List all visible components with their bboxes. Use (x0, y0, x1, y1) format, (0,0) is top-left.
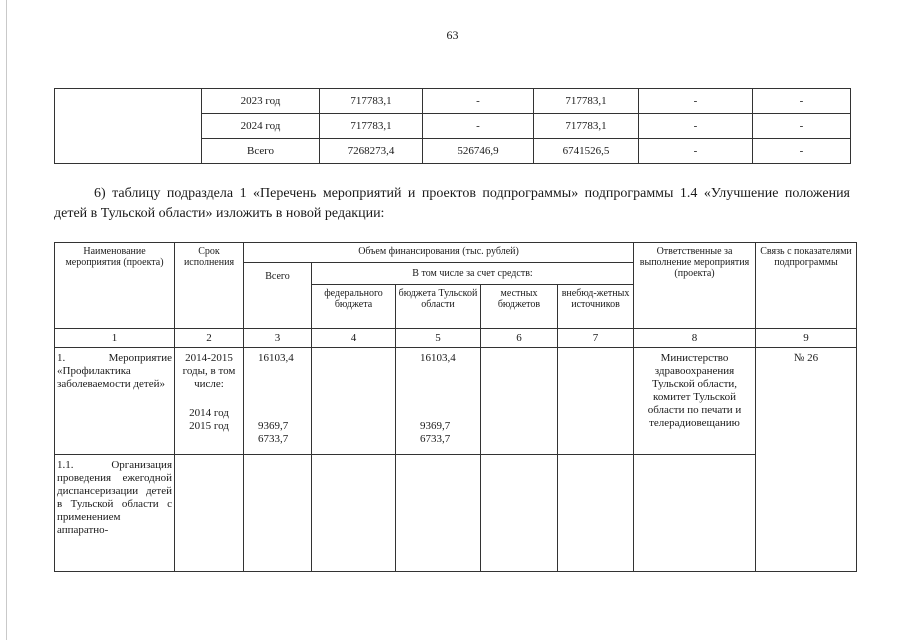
table-row (55, 348, 857, 455)
header-other: внебюд-жетных источников (558, 285, 634, 329)
measure-regional (396, 455, 481, 572)
measure-other (558, 455, 634, 572)
total-value: 16103,4 (258, 352, 294, 364)
measure-local (481, 455, 558, 572)
federal-cell: 526746,9 (423, 139, 534, 164)
header-responsible: Ответственные за выполнение мероприятия (проекта) (634, 243, 756, 329)
header-name: Наименование мероприятия (проекта) (55, 243, 175, 329)
column-number: 2 (175, 329, 244, 348)
regional-cell: 717783,1 (534, 89, 639, 114)
regional-value: 6733,7 (420, 433, 451, 445)
federal-cell: - (423, 114, 534, 139)
other-cell: - (753, 139, 851, 164)
header-including: В том числе за счет средств: (312, 263, 634, 285)
term-period: 2014-2015 годы, в том числе: (182, 352, 236, 390)
funding-summary-table (54, 88, 851, 164)
header-federal: федерального бюджета (312, 285, 396, 329)
column-number: 6 (481, 329, 558, 348)
measure-federal (312, 348, 396, 455)
total-cell: 717783,1 (320, 114, 423, 139)
total-cell: 717783,1 (320, 89, 423, 114)
column-number: 4 (312, 329, 396, 348)
local-cell: - (639, 139, 753, 164)
year-cell: 2023 год (202, 89, 320, 114)
regional-value: 16103,4 (420, 352, 456, 364)
measure-total (244, 348, 312, 455)
column-numbers-row (55, 329, 857, 348)
measure-responsible (634, 455, 756, 572)
measure-total (244, 455, 312, 572)
spacer (258, 365, 307, 420)
measure-other (558, 348, 634, 455)
regional-value: 9369,7 (420, 420, 451, 432)
header-regional: бюджета Тульской области (396, 285, 481, 329)
header-local: местных бюджетов (481, 285, 558, 329)
year-cell: 2024 год (202, 114, 320, 139)
column-number: 1 (55, 329, 175, 348)
measure-local (481, 348, 558, 455)
header-funding: Объем финансирования (тыс. рублей) (244, 243, 634, 263)
measures-table (54, 242, 857, 572)
column-number: 3 (244, 329, 312, 348)
measure-link: № 26 (756, 348, 857, 572)
total-value: 9369,7 (258, 420, 289, 432)
column-number: 7 (558, 329, 634, 348)
total-value: 6733,7 (258, 433, 289, 445)
term-year: 2014 год (189, 407, 229, 419)
column-number: 8 (634, 329, 756, 348)
spacer (177, 391, 241, 407)
federal-cell: - (423, 89, 534, 114)
page-left-border (6, 0, 7, 640)
measure-term (175, 348, 244, 455)
local-cell: - (639, 114, 753, 139)
header-row (55, 243, 857, 263)
page-number: 63 (446, 28, 459, 42)
column-number: 9 (756, 329, 857, 348)
table-row (55, 89, 851, 114)
term-year: 2015 год (189, 420, 229, 432)
regional-cell: 6741526,5 (534, 139, 639, 164)
table-row (55, 455, 857, 572)
measure-term (175, 455, 244, 572)
other-cell: - (753, 114, 851, 139)
local-cell: - (639, 89, 753, 114)
measure-regional (396, 348, 481, 455)
spacer (420, 365, 476, 420)
measure-name: 1. Мероприятие «Профилактика заболеваемости детей» (55, 348, 175, 455)
empty-cell (55, 89, 202, 164)
measure-responsible: Министерство здравоохранения Тульской области, комитет Тульской области по печати и телерадиовещанию (634, 348, 756, 455)
header-term: Срок исполнения (175, 243, 244, 329)
year-cell: Всего (202, 139, 320, 164)
header-total: Всего (244, 263, 312, 329)
other-cell: - (753, 89, 851, 114)
regional-cell: 717783,1 (534, 114, 639, 139)
measure-name: 1.1. Организация проведения ежегодной диспансеризации детей в Тульской области с применением аппаратно- (55, 455, 175, 572)
total-cell: 7268273,4 (320, 139, 423, 164)
measure-federal (312, 455, 396, 572)
header-link: Связь с показателями подпрограммы (756, 243, 857, 329)
amendment-paragraph: 6) таблицу подраздела 1 «Перечень мероприятий и проектов подпрограммы» подпрограммы 1.4 «Улучшение положения детей в Тульской области» изложить в новой редакции: (54, 186, 850, 221)
column-number: 5 (396, 329, 481, 348)
